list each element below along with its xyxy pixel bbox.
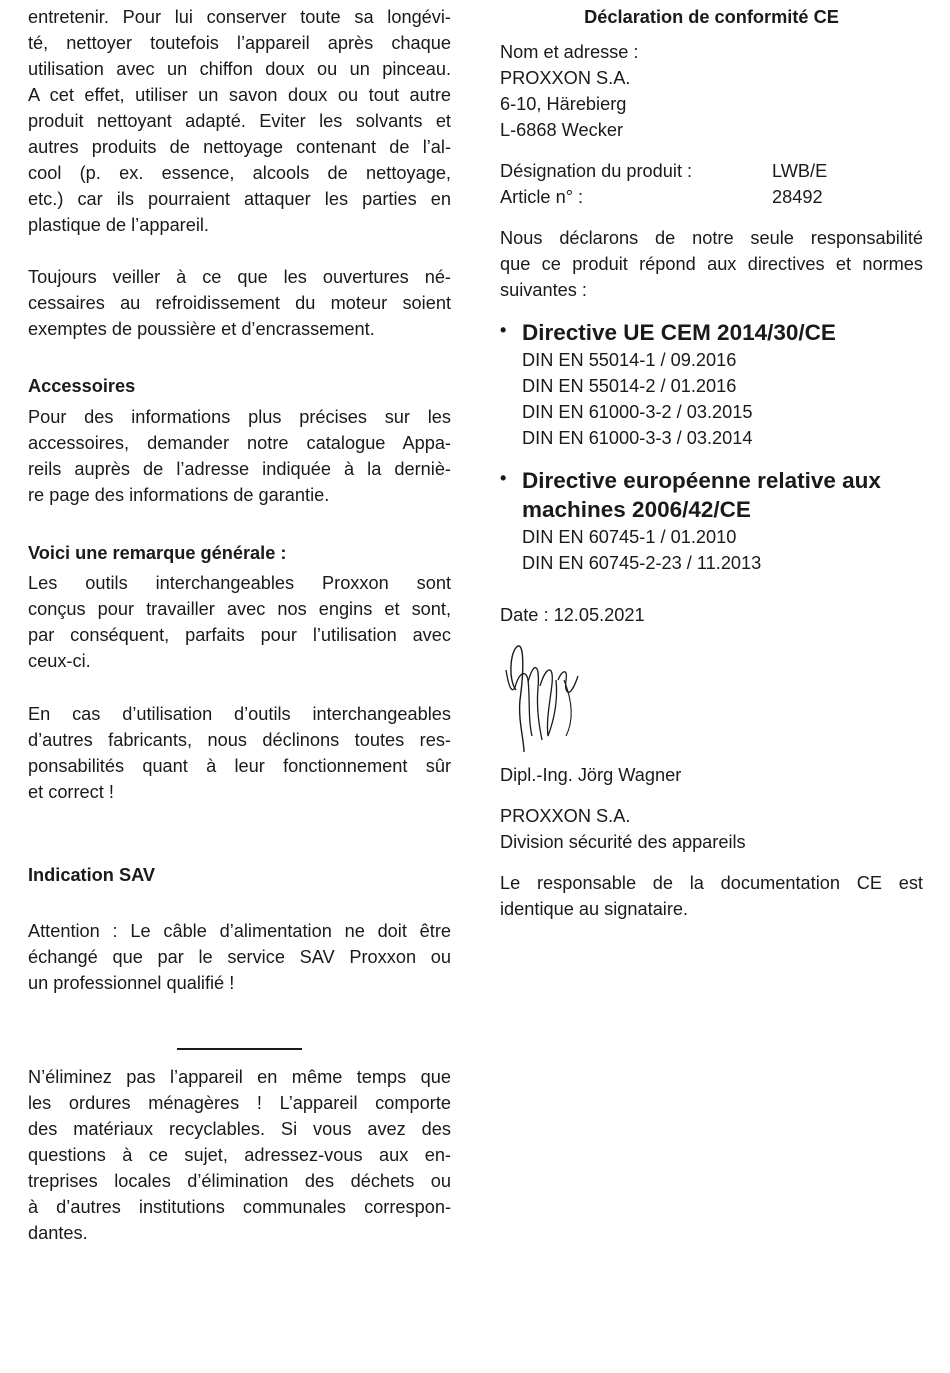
declaration-title: Déclaration de conformité CE — [584, 7, 839, 27]
signer-name: Dipl.-Ing. Jörg Wagner — [500, 765, 682, 785]
ventilation-paragraph — [28, 264, 451, 342]
text-line: produit nettoyant adapté. Eviter les solvants et — [28, 111, 451, 131]
text-line: A cet effet, utiliser un savon doux ou tout autre — [28, 85, 451, 105]
text-line: un professionnel qualifié ! — [28, 973, 235, 993]
text-line: d’autres fabricants, nous déclinons toutes res- — [28, 730, 451, 750]
text-line: et correct ! — [28, 782, 114, 802]
general-remark-paragraph — [28, 570, 451, 674]
text-line: ponsabilités quant à leur fonctionnement sûr — [28, 756, 451, 776]
text-line: Nous déclarons de notre seule responsabilité — [500, 228, 923, 248]
standard-item: DIN EN 55014-2 / 01.2016 — [522, 376, 737, 396]
maintenance-paragraph — [28, 4, 451, 238]
text-line: autres produits de nettoyage contenant de l’al- — [28, 137, 451, 157]
text-line: questions à ce sujet, adressez-vous aux en- — [28, 1145, 451, 1165]
text-line: accessoires, demander notre catalogue Appa- — [28, 433, 451, 453]
liability-paragraph — [28, 701, 451, 805]
text-line: Le responsable de la documentation CE est — [500, 873, 923, 893]
address-block — [500, 39, 638, 143]
company-line: Division sécurité des appareils — [500, 832, 746, 852]
bullet-icon: • — [500, 320, 507, 340]
product-row — [500, 158, 923, 184]
directive-title: Directive européenne relative aux machines 2006/42/CE — [522, 468, 881, 522]
standard-item: DIN EN 60745-1 / 01.2010 — [522, 527, 737, 547]
responsible-paragraph — [500, 870, 923, 922]
text-line: Pour des informations plus précises sur les — [28, 407, 451, 427]
text-line: reils auprès de l’adresse indiquée à la derniè- — [28, 459, 451, 479]
signature-image — [502, 640, 582, 758]
text-line: plastique de l’appareil. — [28, 215, 209, 235]
directive-machinery — [500, 466, 945, 576]
article-value: 28492 — [772, 187, 823, 207]
text-line: N’éliminez pas l’appareil en même temps que — [28, 1067, 451, 1087]
accessories-paragraph — [28, 404, 451, 508]
product-info — [500, 158, 923, 210]
text-line: dantes. — [28, 1223, 88, 1243]
service-paragraph — [28, 918, 451, 996]
bullet-icon: • — [500, 468, 507, 488]
text-line: exemptes de poussière et d’encrassement. — [28, 319, 375, 339]
text-line: échangé que par le service SAV Proxxon ou — [28, 947, 451, 967]
text-line: té, nettoyer toutefois l’appareil après chaque — [28, 33, 451, 53]
declaration-date: Date : 12.05.2021 — [500, 605, 645, 625]
text-line: ceux-ci. — [28, 651, 91, 671]
text-line: identique au signataire. — [500, 899, 689, 919]
text-line: En cas d’utilisation d’outils interchangeables — [28, 704, 451, 724]
text-line: treprises locales d’élimination des déchets ou — [28, 1171, 451, 1191]
address-line: Nom et adresse : — [500, 42, 639, 62]
text-line: que ce produit répond aux directives et normes — [500, 254, 923, 274]
text-line: cessaires au refroidissement du moteur soient — [28, 293, 451, 313]
text-line: par conséquent, parfaits pour l’utilisation avec — [28, 625, 451, 645]
text-line: des matériaux recyclables. Si vous avez des — [28, 1119, 451, 1139]
text-line: à d’autres institutions communales correspon- — [28, 1197, 451, 1217]
text-line: les ordures ménagères ! L’appareil comporte — [28, 1093, 451, 1113]
separator-rule — [177, 1048, 302, 1050]
company-line: PROXXON S.A. — [500, 806, 631, 826]
text-line: suivantes : — [500, 280, 587, 300]
declaration-paragraph — [500, 225, 923, 303]
company-block — [500, 803, 746, 855]
text-line: Attention : Le câble d’alimentation ne doit être — [28, 921, 451, 941]
directive-emc — [500, 318, 945, 451]
standard-item: DIN EN 55014-1 / 09.2016 — [522, 350, 737, 370]
address-line: PROXXON S.A. — [500, 68, 631, 88]
product-value: LWB/E — [772, 161, 828, 181]
accessories-heading: Accessoires — [28, 376, 136, 396]
text-line: utilisation avec un chiffon doux ou un pinceau. — [28, 59, 451, 79]
standard-item: DIN EN 61000-3-2 / 03.2015 — [522, 402, 753, 422]
address-line: L-6868 Wecker — [500, 120, 623, 140]
text-line: entretenir. Pour lui conserver toute sa longévi- — [28, 7, 451, 27]
standards-list — [522, 524, 945, 576]
directive-title: Directive UE CEM 2014/30/CE — [522, 320, 836, 345]
standard-item: DIN EN 60745-2-23 / 11.2013 — [522, 553, 762, 573]
text-line: etc.) car ils pourraient attaquer les parties en — [28, 189, 451, 209]
disposal-paragraph — [28, 1064, 451, 1246]
address-line: 6-10, Härebierg — [500, 94, 627, 114]
article-row — [500, 184, 923, 210]
text-line: Les outils interchangeables Proxxon sont — [28, 573, 451, 593]
standard-item: DIN EN 61000-3-3 / 03.2014 — [522, 428, 753, 448]
general-remark-heading: Voici une remarque générale : — [28, 543, 287, 563]
text-line: cool (p. ex. essence, alcools de nettoyage, — [28, 163, 451, 183]
text-line: conçus pour travailler avec nos engins et sont, — [28, 599, 451, 619]
standards-list — [522, 347, 945, 451]
text-line: re page des informations de garantie. — [28, 485, 330, 505]
service-heading: Indication SAV — [28, 865, 155, 885]
article-label: Article n° : — [500, 187, 584, 207]
product-label: Désignation du produit : — [500, 161, 693, 181]
text-line: Toujours veiller à ce que les ouvertures né- — [28, 267, 451, 287]
